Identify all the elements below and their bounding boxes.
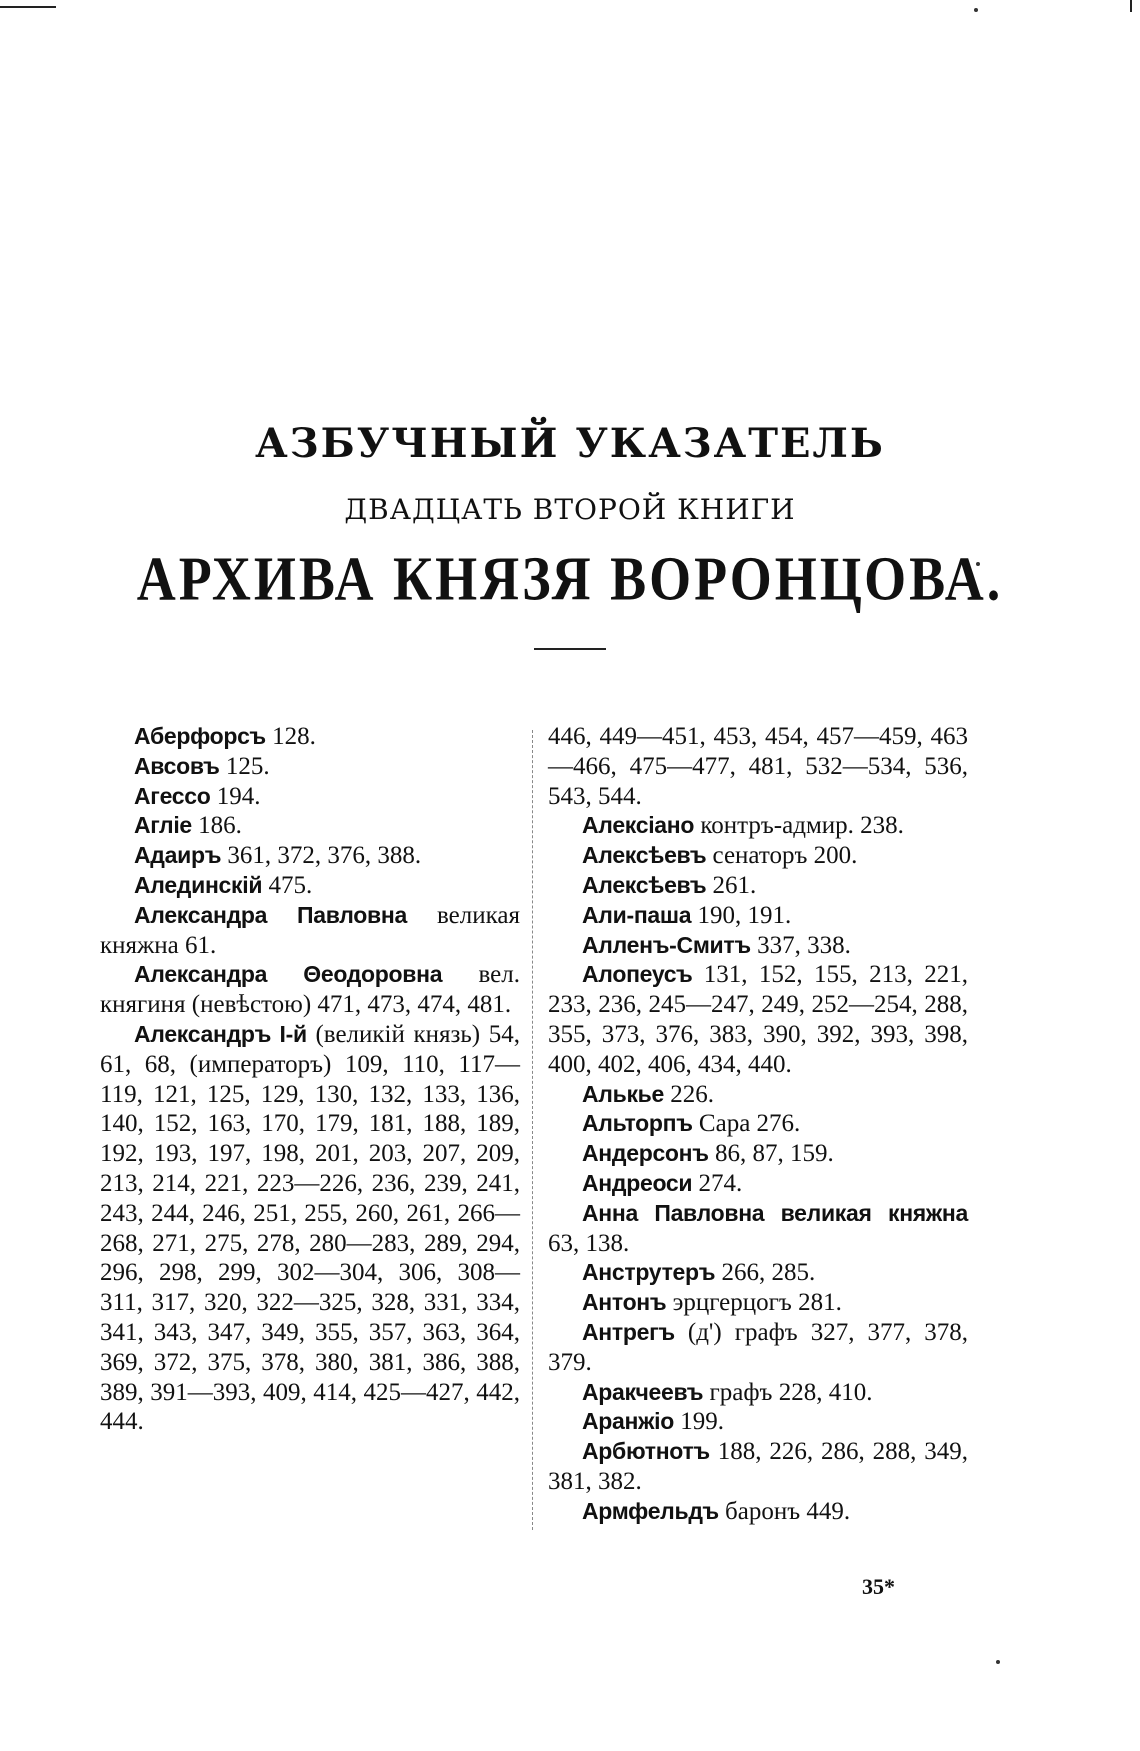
entry-references: 186. [198,812,242,840]
entry-references: 446, 449—451, 453, 454, 457—459, 463—466, 475—477, 481, 532—534, 536, 543, 544. [548,723,968,810]
entry-references: 125. [225,752,270,780]
entry-headword: Антонъ [582,1289,667,1316]
entry-headword: Алексiано [582,812,695,839]
index-entry [100,960,520,1020]
index-entry [548,811,968,841]
index-entry [100,841,520,871]
entry-references: 361, 372, 376, 388. [227,842,422,870]
entry-headword: Агессо [134,782,211,809]
index-column-left [100,722,520,1437]
index-entry [548,1199,968,1259]
index-entry [100,722,520,752]
index-entry [548,1378,968,1408]
top-edge-rule [0,6,56,8]
index-entry [548,1407,968,1437]
entry-references: 266, 285. [721,1259,816,1287]
index-entry [548,1169,968,1199]
entry-references: Сара 276. [698,1110,801,1138]
entry-references: вел. княгиня (невѣстою) 471, 473, 474, 481. [100,961,520,1019]
entry-references: (д') графъ 327, 377, 378, 379. [548,1318,969,1376]
entry-headword: Али-паша [582,901,692,928]
entry-headword: Анструтеръ [582,1259,716,1286]
entry-headword: Аглiе [134,812,192,839]
index-entry [100,752,520,782]
index-entry [548,1437,968,1497]
index-entry [100,871,520,901]
entry-headword: Алькье [582,1080,665,1107]
index-entry [100,1020,520,1437]
entry-headword: Адаиръ [134,842,222,869]
index-entry [548,960,968,1079]
index-entry [548,1258,968,1288]
entry-references: баронъ 449. [725,1497,851,1525]
entry-headword: Александра Θеодоровна [134,961,443,988]
paper-speck [974,8,978,12]
entry-references: 86, 87, 159. [715,1140,834,1168]
column-separator [532,730,533,1530]
entry-headword: Александръ I-й [134,1020,307,1047]
entry-references: 274. [698,1169,743,1197]
entry-references: сенаторъ 200. [712,842,858,870]
entry-headword: Аракчеевъ [582,1378,704,1405]
entry-references: 128. [272,723,316,750]
page-title: АЗБУЧНЫЙ УКАЗАТЕЛЬ [255,420,885,467]
paper-speck [996,1660,1000,1664]
entry-headword: Алопеусъ [582,961,693,988]
entry-references: 131, 152, 155, 213, 221, 233, 236, 245—247, 249, 252—254, 288, 355, 373, 376, 383, 390, 392, 393, 398, 400, 402, 406, 434, 440. [548,961,969,1078]
entry-headword: Андерсонъ [582,1140,709,1167]
index-entry [548,1288,968,1318]
index-entry [548,1139,968,1169]
entry-headword: Альторпъ [582,1110,693,1137]
entry-headword: Алленъ-Смитъ [582,931,751,958]
index-entry [548,1080,968,1110]
entry-headword: Армфельдъ [582,1497,719,1524]
entry-references: контръ-адмир. 238. [700,812,904,840]
top-right-edge-mark [1130,0,1132,12]
entry-headword: Алединскiй [134,871,263,898]
entry-references: 63, 138. [548,1229,630,1257]
index-entry [100,782,520,812]
entry-references: 475. [268,871,313,899]
index-entry [100,811,520,841]
index-entry [548,871,968,901]
index-entry [548,1109,968,1139]
entry-references: 261. [712,871,757,899]
index-entry [548,1318,968,1378]
entry-references: 190, 191. [697,901,792,929]
entry-references: 199. [680,1408,724,1436]
index-entry [548,901,968,931]
entry-references: 188, 226, 286, 288, 349, 381, 382. [548,1438,969,1495]
entry-headword: Андреоси [582,1169,693,1196]
entry-references: 337, 338. [757,931,851,959]
title-divider [534,648,606,650]
title-block [0,420,1140,650]
page-subtitle: ДВАДЦАТЬ ВТОРОЙ КНИГИ [344,493,796,526]
entry-references: 226. [670,1080,715,1108]
entry-headword: Анна Павловна великая княжна [582,1199,968,1226]
entry-headword: Алексѣевъ [582,842,707,869]
index-entry [548,1497,968,1527]
book-title: АРХИВА КНЯЗЯ ВОРОНЦОВА. [136,544,1004,614]
index-entry [548,722,968,811]
index-entry [548,931,968,961]
entry-headword: Аранжiо [582,1408,674,1435]
entry-headword: Алексѣевъ [582,871,707,898]
entry-headword: Арбютнотъ [582,1438,710,1465]
entry-references: великая княжна 61. [100,901,520,959]
entry-headword: Аберфорсъ [134,723,266,749]
entry-references: графъ 228, 410. [709,1378,873,1406]
index-column-right [548,722,968,1527]
entry-references: (великiй князь) 54, 61, 68, (императоръ) 109, 110, 117—119, 121, 125, 129, 130, 132, 133, 136, 140, 152, 163, 170, 179, 181, 188, 189, 192, 193, 197, 198, 201, 203, 207, 209, 213, 214, 221, 223—226, 236, 239, 241, 243, 244, 246, 251, 255, 260, 261, 266—268, 271, 275, 278, 280—283, 289, 294, 296, 298, 299, 302—304, 306, 308— 311, 317, 320, 322—325, 328, 331, 334, 341, 343, 347, 349, 355, 357, 363, 364, 369, 372, 375, 378, 380, 381, 386, 388, 389, 391—393, 409, 414, 425—427, 442, 444. [100,1020,520,1436]
index-entry [548,841,968,871]
entry-headword: Антрегъ [582,1318,675,1345]
entry-references: эрцгерцогъ 281. [672,1289,842,1317]
page-number: 35* [862,1574,895,1599]
entry-headword: Александра Павловна [134,901,407,928]
index-entry [100,901,520,961]
entry-headword: Авсовъ [134,752,220,779]
entry-references: 194. [216,782,261,810]
